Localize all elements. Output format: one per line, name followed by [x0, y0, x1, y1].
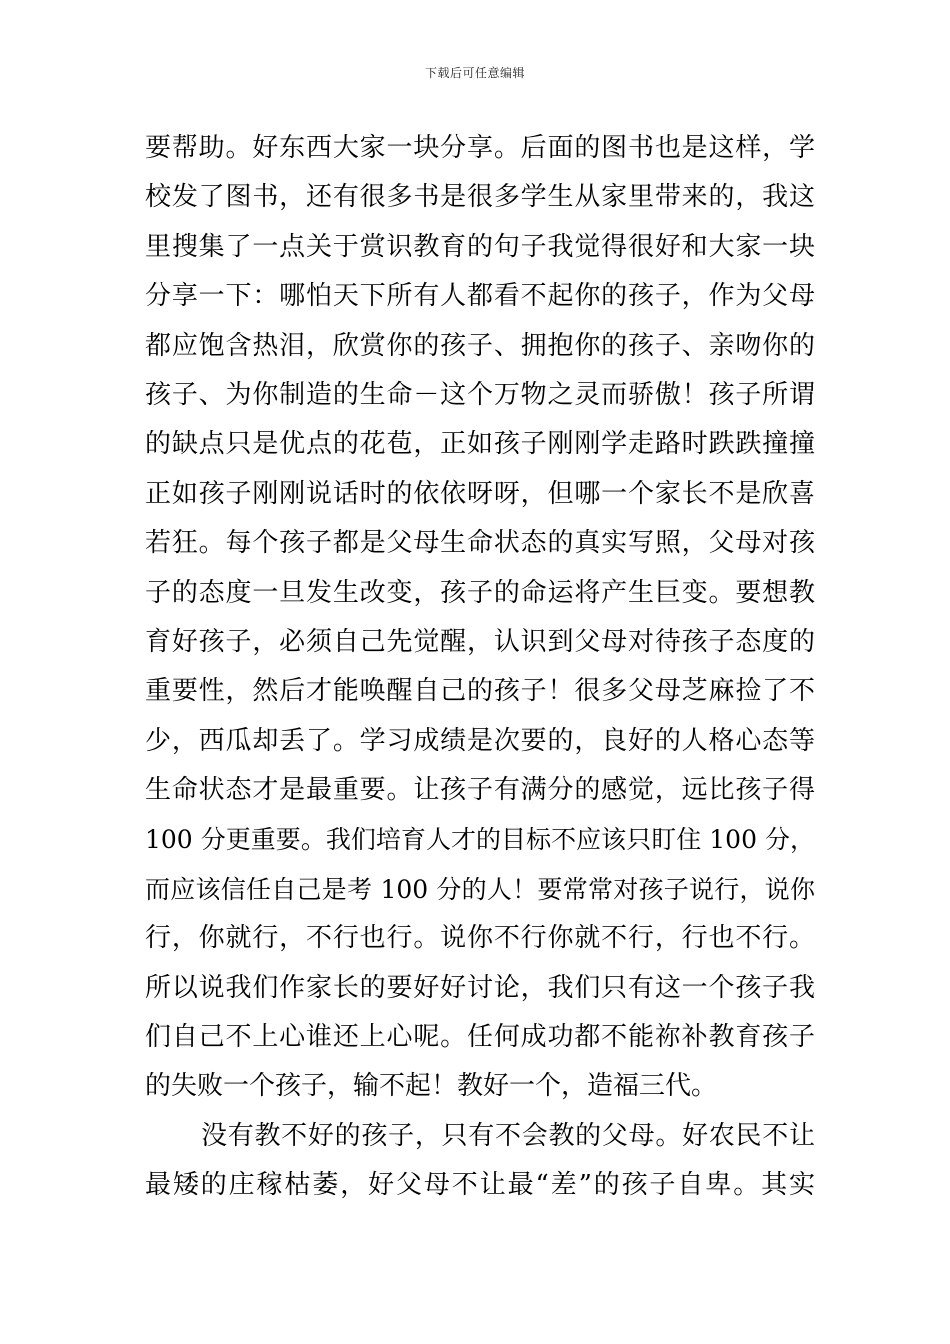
text-line: 正如孩子刚刚说话时的依依呀呀，但哪一个家长不是欣喜: [145, 478, 815, 509]
document-body: [145, 124, 815, 1211]
paragraph-2: [145, 1112, 815, 1211]
text-line: 100 分更重要。我们培育人才的目标不应该只盯住 100 分，: [145, 825, 815, 855]
text-line: 分享一下：哪怕天下所有人都看不起你的孩子，作为父母: [145, 281, 815, 312]
text-line: 若狂。每个孩子都是父母生命状态的真实写照，父母对孩: [145, 528, 815, 559]
text-line: 重要性，然后才能唤醒自己的孩子！很多父母芝麻捡了不: [145, 676, 815, 707]
text-line: 行，你就行，不行也行。说你不行你就不行，行也不行。: [145, 923, 815, 954]
text-line: 的失败一个孩子，输不起！教好一个，造福三代。: [145, 1071, 718, 1102]
text-line: 而应该信任自己是考 100 分的人！要常常对孩子说行，说你: [145, 874, 815, 904]
text-line: 校发了图书，还有很多书是很多学生从家里带来的，我这: [145, 182, 815, 213]
text-line: 里搜集了一点关于赏识教育的句子我觉得很好和大家一块: [145, 231, 815, 262]
text-line: 最矮的庄稼枯萎，好父母不让最“差”的孩子自卑。其实: [145, 1170, 815, 1201]
text-line: 生命状态才是最重要。让孩子有满分的感觉，远比孩子得: [145, 775, 815, 806]
text-line: 们自己不上心谁还上心呢。任何成功都不能祢补教育孩子: [145, 1022, 815, 1053]
text-line: 的缺点只是优点的花苞，正如孩子刚刚学走路时跌跌撞撞: [145, 429, 815, 460]
text-line: 子的态度一旦发生改变，孩子的命运将产生巨变。要想教: [145, 577, 815, 608]
page-header: 下载后可任意编辑: [424, 66, 525, 80]
text-line: 孩子、为你制造的生命－这个万物之灵而骄傲！孩子所谓: [145, 379, 815, 410]
paragraph-1: [145, 124, 815, 1112]
text-line: 所以说我们作家长的要好好讨论，我们只有这一个孩子我: [145, 972, 815, 1003]
text-line: 要帮助。好东西大家一块分享。后面的图书也是这样，学: [145, 133, 815, 163]
text-line: 少，西瓜却丢了。学习成绩是次要的，良好的人格心态等: [145, 725, 815, 756]
text-line: 都应饱含热泪，欣赏你的孩子、拥抱你的孩子、亲吻你的: [145, 330, 815, 361]
text-line: 育好孩子，必须自己先觉醒，认识到父母对待孩子态度的: [145, 626, 815, 657]
text-line: 没有教不好的孩子，只有不会教的父母。好农民不让: [201, 1120, 815, 1151]
